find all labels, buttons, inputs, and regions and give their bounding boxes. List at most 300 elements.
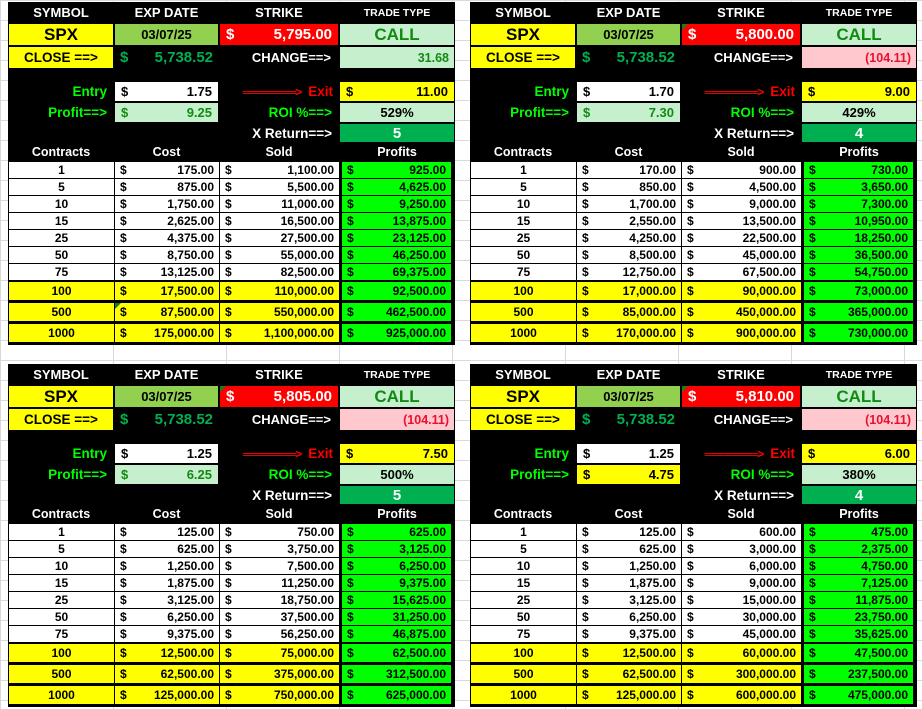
table-row <box>471 558 913 575</box>
exp-date-cell[interactable]: 03/07/25 <box>576 385 681 408</box>
profits-column-header: Profits <box>377 144 417 159</box>
sold-cell <box>682 213 802 229</box>
contracts-table <box>470 522 915 707</box>
dollar-sign: $ <box>120 49 129 66</box>
contracts-cell: 1000 <box>471 324 577 342</box>
dollar-sign: $ <box>809 576 816 590</box>
dollar-sign: $ <box>120 559 127 573</box>
exp-date-header: EXP DATE <box>134 5 199 20</box>
sold-column-header: Sold <box>265 506 293 521</box>
sold-value: 67,500.00 <box>742 265 796 279</box>
exp-date-header: EXP DATE <box>596 367 661 382</box>
contracts-cell: 5 <box>471 179 577 195</box>
profit-cell <box>802 162 913 178</box>
sold-value: 3,000.00 <box>749 542 796 556</box>
sold-value: 15,000.00 <box>742 593 796 607</box>
cost-cell <box>577 230 682 246</box>
exit-label: Exit <box>770 84 795 99</box>
x-return-label: X Return==> <box>714 125 794 141</box>
dollar-sign: $ <box>225 559 232 573</box>
profit-row-value: 7,125.00 <box>861 576 908 590</box>
trade-type-cell[interactable]: CALL <box>801 23 917 46</box>
exp-date-header: EXP DATE <box>134 367 199 382</box>
entry-to-exit <box>681 443 801 464</box>
dollar-sign: $ <box>346 446 354 461</box>
profit-row-value: 365,000.00 <box>847 305 908 319</box>
dollar-sign: $ <box>121 105 129 120</box>
column-header-row <box>470 2 917 23</box>
empty-cell <box>114 123 219 143</box>
x-return-row <box>470 123 917 143</box>
profit-label: Profit==> <box>510 467 569 482</box>
cost-value: 8,750.00 <box>167 248 214 262</box>
entry-value: 1.25 <box>648 446 674 461</box>
entry-input[interactable] <box>576 81 681 102</box>
profit-label: Profit==> <box>48 467 107 482</box>
strike-value: 5,795.00 <box>273 26 332 43</box>
dollar-sign: $ <box>225 214 232 228</box>
sold-cell <box>220 686 340 704</box>
sold-value: 1,100.00 <box>287 163 334 177</box>
contracts-cell: 5 <box>9 179 115 195</box>
table-row <box>9 592 451 609</box>
contracts-cell: 15 <box>9 213 115 229</box>
symbol-cell[interactable]: SPX <box>8 385 114 408</box>
spacer-row <box>470 431 917 443</box>
dollar-sign: $ <box>347 593 354 607</box>
sold-value: 7,500.00 <box>287 559 334 573</box>
profit-row-value: 46,250.00 <box>392 248 446 262</box>
cost-cell <box>115 179 220 195</box>
dollar-sign: $ <box>120 231 127 245</box>
contracts-cell: 1 <box>9 524 115 540</box>
dollar-sign: $ <box>687 305 694 319</box>
entry-input[interactable] <box>114 81 219 102</box>
entry-to-exit <box>219 81 339 102</box>
profits-column-header: Profits <box>839 144 879 159</box>
profit-row-value: 3,125.00 <box>399 542 446 556</box>
table-row <box>471 230 913 247</box>
cost-value: 1,250.00 <box>167 559 214 573</box>
dollar-sign: $ <box>809 667 816 681</box>
dollar-sign: $ <box>120 248 127 262</box>
cost-value: 170.00 <box>639 163 676 177</box>
table-row <box>9 609 451 626</box>
dollar-sign: $ <box>687 688 694 702</box>
sold-value: 11,250.00 <box>281 576 334 590</box>
contracts-column-header: Contracts <box>493 144 553 159</box>
sold-value: 450,000.00 <box>735 305 796 319</box>
profit-row-value: 625.00 <box>409 525 446 539</box>
profit-cell <box>340 524 451 540</box>
cost-value: 62,500.00 <box>160 667 214 681</box>
cost-cell <box>115 213 220 229</box>
cost-column-header: Cost <box>614 144 643 159</box>
dollar-sign: $ <box>582 305 589 319</box>
entry-exit-row <box>470 81 917 102</box>
sold-cell <box>682 665 802 683</box>
exit-label: Exit <box>308 84 333 99</box>
dollar-sign: $ <box>347 265 354 279</box>
dollar-sign: $ <box>582 667 589 681</box>
cost-value: 125,000.00 <box>615 688 676 702</box>
x-return-row <box>8 485 455 505</box>
dollar-sign: $ <box>225 688 232 702</box>
profit-row-value: 730,000.00 <box>847 326 908 340</box>
table-row <box>471 162 913 179</box>
profit-cell <box>802 592 913 608</box>
sold-value: 750.00 <box>297 525 334 539</box>
dollar-sign: $ <box>346 84 354 99</box>
close-value <box>576 46 681 69</box>
contracts-cell: 25 <box>9 230 115 246</box>
cost-value: 12,500.00 <box>622 646 676 660</box>
sold-cell <box>220 665 340 683</box>
dollar-sign: $ <box>225 305 232 319</box>
dollar-sign: $ <box>582 248 589 262</box>
entry-label: Entry <box>72 84 107 99</box>
cost-cell <box>577 247 682 263</box>
cost-cell <box>577 665 682 683</box>
profits-column-header: Profits <box>839 506 879 521</box>
dollar-sign: $ <box>687 284 694 298</box>
profit-row-value: 2,375.00 <box>861 542 908 556</box>
symbol-cell[interactable]: SPX <box>470 23 576 46</box>
arrow-right-icon: ═══════> <box>704 84 764 99</box>
close-price: 5,738.52 <box>616 411 675 428</box>
dollar-sign: $ <box>347 542 354 556</box>
profit-row-value: 9,250.00 <box>399 197 446 211</box>
table-row <box>9 196 451 213</box>
profit-row-value: 36,500.00 <box>854 248 908 262</box>
cost-value: 625.00 <box>177 542 214 556</box>
profit-cell <box>802 264 913 280</box>
dollar-sign: $ <box>687 576 694 590</box>
dollar-sign: $ <box>120 411 129 428</box>
profit-row-value: 4,625.00 <box>399 180 446 194</box>
dollar-sign: $ <box>225 646 232 660</box>
dollar-sign: $ <box>687 265 694 279</box>
table-row <box>9 323 451 344</box>
cost-value: 1,875.00 <box>629 576 676 590</box>
profit-row-value: 73,000.00 <box>854 284 908 298</box>
sold-cell <box>682 592 802 608</box>
cost-cell <box>577 558 682 574</box>
close-row <box>470 408 917 431</box>
exit-value: 7.50 <box>422 446 448 461</box>
profit-row-value: 10,950.00 <box>854 214 908 228</box>
dollar-sign: $ <box>225 542 232 556</box>
cost-cell <box>115 282 220 300</box>
contracts-cell: 25 <box>9 592 115 608</box>
profit-row-value: 6,250.00 <box>399 559 446 573</box>
strike-cell[interactable] <box>681 385 801 408</box>
dollar-sign: $ <box>347 688 354 702</box>
trade-type-cell[interactable]: CALL <box>339 385 455 408</box>
sold-cell <box>220 558 340 574</box>
sold-cell <box>220 230 340 246</box>
symbol-cell[interactable]: SPX <box>470 385 576 408</box>
dollar-sign: $ <box>687 667 694 681</box>
profit-cell <box>340 665 451 683</box>
sold-cell <box>220 179 340 195</box>
exit-input[interactable] <box>339 81 455 102</box>
profit-row-value: 18,250.00 <box>854 231 908 245</box>
profit-cell <box>802 524 913 540</box>
entry-label: Entry <box>534 84 569 99</box>
dollar-sign: $ <box>687 610 694 624</box>
profit-cell <box>340 282 451 300</box>
dollar-sign: $ <box>687 559 694 573</box>
sold-cell <box>682 303 802 321</box>
trade-type-cell[interactable]: CALL <box>339 23 455 46</box>
dollar-sign: $ <box>347 248 354 262</box>
cost-cell <box>115 644 220 662</box>
x-return-value: 5 <box>339 123 455 143</box>
dollar-sign: $ <box>120 525 127 539</box>
dollar-sign: $ <box>347 326 354 340</box>
cost-cell <box>577 575 682 591</box>
table-row <box>9 541 451 558</box>
dollar-sign: $ <box>809 163 816 177</box>
table-row <box>9 230 451 247</box>
sold-cell <box>220 303 340 321</box>
column-header-row <box>8 364 455 385</box>
contracts-cell: 25 <box>471 230 577 246</box>
dollar-sign: $ <box>226 26 235 43</box>
cost-value: 1,700.00 <box>629 197 676 211</box>
profit-cell <box>802 609 913 625</box>
dollar-sign: $ <box>809 627 816 641</box>
roi-label: ROI %==> <box>730 105 794 120</box>
sold-cell <box>682 282 802 300</box>
profit-cell <box>340 609 451 625</box>
profit-cell <box>340 264 451 280</box>
sold-cell <box>220 644 340 662</box>
dollar-sign: $ <box>120 593 127 607</box>
change-value: (104.11) <box>339 408 455 431</box>
dollar-sign: $ <box>347 559 354 573</box>
empty-cell <box>576 123 681 143</box>
dollar-sign: $ <box>687 593 694 607</box>
strike-cell[interactable] <box>681 23 801 46</box>
symbol-header: SYMBOL <box>495 367 551 382</box>
cost-column-header: Cost <box>152 506 181 521</box>
table-row <box>471 196 913 213</box>
profit-cell <box>340 324 451 342</box>
table-header-row <box>8 505 455 522</box>
strike-cell[interactable] <box>219 23 339 46</box>
table-header-row <box>470 505 917 522</box>
dollar-sign: $ <box>225 197 232 211</box>
table-row <box>471 643 913 664</box>
dollar-sign: $ <box>582 49 591 66</box>
contracts-cell: 5 <box>9 541 115 557</box>
close-price: 5,738.52 <box>154 411 213 428</box>
cost-value: 85,000.00 <box>622 305 676 319</box>
dollar-sign: $ <box>809 248 816 262</box>
contracts-cell: 1000 <box>9 324 115 342</box>
exit-input[interactable] <box>801 443 917 464</box>
dollar-sign: $ <box>687 646 694 660</box>
entry-label: Entry <box>72 446 107 461</box>
cost-cell <box>115 541 220 557</box>
profit-cell <box>802 324 913 342</box>
dollar-sign: $ <box>347 284 354 298</box>
sold-value: 375,000.00 <box>273 667 334 681</box>
sold-value: 900.00 <box>759 163 796 177</box>
contracts-cell: 10 <box>471 196 577 212</box>
profit-cell <box>802 247 913 263</box>
cost-cell <box>577 626 682 642</box>
profit-cell <box>340 592 451 608</box>
cost-value: 1,250.00 <box>629 559 676 573</box>
contracts-cell: 5 <box>471 541 577 557</box>
cost-value: 850.00 <box>639 180 676 194</box>
dollar-sign: $ <box>808 84 816 99</box>
cost-cell <box>115 247 220 263</box>
profit-row-value: 925.00 <box>409 163 446 177</box>
symbol-cell[interactable]: SPX <box>8 23 114 46</box>
sold-value: 30,000.00 <box>742 610 796 624</box>
profit-row-value: 31,250.00 <box>392 610 446 624</box>
profit-row-value: 46,875.00 <box>392 627 446 641</box>
sold-cell <box>220 196 340 212</box>
cost-value: 125,000.00 <box>153 688 214 702</box>
profit-row-value: 925,000.00 <box>385 326 446 340</box>
cost-value: 87,500.00 <box>160 305 214 319</box>
cost-cell <box>115 686 220 704</box>
sold-value: 550,000.00 <box>273 305 334 319</box>
cost-cell <box>115 609 220 625</box>
profit-cell <box>340 196 451 212</box>
sold-cell <box>220 213 340 229</box>
sold-value: 55,000.00 <box>280 248 334 262</box>
empty-cell <box>8 485 114 505</box>
sold-cell <box>682 230 802 246</box>
cost-cell <box>577 162 682 178</box>
profit-row-value: 62,500.00 <box>392 646 446 660</box>
cost-value: 1,750.00 <box>167 197 214 211</box>
dollar-sign: $ <box>120 305 127 319</box>
dollar-sign: $ <box>583 105 591 120</box>
dollar-sign: $ <box>809 593 816 607</box>
exp-date-cell[interactable]: 03/07/25 <box>114 385 219 408</box>
contracts-cell: 15 <box>471 575 577 591</box>
cost-value: 170,000.00 <box>615 326 676 340</box>
table-row <box>471 685 913 706</box>
profit-value-cell <box>114 102 219 123</box>
empty-cell <box>8 123 114 143</box>
profit-cell <box>340 686 451 704</box>
profit-row-value: 11,875.00 <box>855 593 908 607</box>
strike-value: 5,805.00 <box>273 388 332 405</box>
strike-header: STRIKE <box>255 5 303 20</box>
profit-row-value: 54,750.00 <box>854 265 908 279</box>
entry-input[interactable] <box>576 443 681 464</box>
x-return-label: X Return==> <box>252 487 332 503</box>
close-row <box>8 46 455 69</box>
close-value <box>576 408 681 431</box>
sold-cell <box>682 324 802 342</box>
table-row <box>471 609 913 626</box>
cost-value: 3,125.00 <box>167 593 214 607</box>
spacer-row <box>8 431 455 443</box>
contracts-cell: 75 <box>9 264 115 280</box>
contracts-cell: 75 <box>471 264 577 280</box>
contracts-cell: 25 <box>471 592 577 608</box>
strike-value: 5,810.00 <box>735 388 794 405</box>
cost-value: 625.00 <box>639 542 676 556</box>
sold-cell <box>220 264 340 280</box>
dollar-sign: $ <box>582 646 589 660</box>
roi-label: ROI %==> <box>268 467 332 482</box>
profit-cell <box>802 303 913 321</box>
contracts-cell: 500 <box>471 303 577 321</box>
dollar-sign: $ <box>582 326 589 340</box>
cost-cell <box>577 541 682 557</box>
profit-cell <box>340 213 451 229</box>
table-row <box>9 247 451 264</box>
empty-cell <box>114 485 219 505</box>
dollar-sign: $ <box>120 284 127 298</box>
sold-column-header: Sold <box>265 144 293 159</box>
cost-cell <box>115 230 220 246</box>
dollar-sign: $ <box>347 646 354 660</box>
sold-cell <box>220 575 340 591</box>
trade-type-cell[interactable]: CALL <box>801 385 917 408</box>
sold-cell <box>220 282 340 300</box>
dollar-sign: $ <box>809 180 816 194</box>
exit-input[interactable] <box>339 443 455 464</box>
dollar-sign: $ <box>582 576 589 590</box>
dollar-sign: $ <box>121 467 129 482</box>
exit-value: 9.00 <box>884 84 910 99</box>
cost-cell <box>115 162 220 178</box>
close-label: CLOSE ==> <box>470 46 576 69</box>
table-header-row <box>8 143 455 160</box>
contracts-cell: 75 <box>9 626 115 642</box>
cost-value: 4,375.00 <box>167 231 214 245</box>
contracts-cell: 500 <box>9 665 115 683</box>
profit-row-value: 7,300.00 <box>861 197 908 211</box>
profit-value: 9.25 <box>186 105 212 120</box>
strike-cell[interactable] <box>219 385 339 408</box>
contracts-cell: 10 <box>471 558 577 574</box>
entry-input[interactable] <box>114 443 219 464</box>
exit-input[interactable] <box>801 81 917 102</box>
sold-cell <box>220 247 340 263</box>
symbol-row <box>8 23 455 46</box>
table-row <box>9 264 451 281</box>
x-return-row <box>470 485 917 505</box>
cost-value: 2,550.00 <box>629 214 676 228</box>
dollar-sign: $ <box>120 688 127 702</box>
entry-value: 1.70 <box>648 84 674 99</box>
dollar-sign: $ <box>809 231 816 245</box>
sold-value: 82,500.00 <box>280 265 334 279</box>
dollar-sign: $ <box>582 411 591 428</box>
sold-value: 4,500.00 <box>749 180 796 194</box>
exp-date-cell[interactable]: 03/07/25 <box>114 23 219 46</box>
sold-value: 56,250.00 <box>280 627 334 641</box>
cost-value: 2,625.00 <box>167 214 214 228</box>
exp-date-cell[interactable]: 03/07/25 <box>576 23 681 46</box>
dollar-sign: $ <box>120 667 127 681</box>
cost-column-header: Cost <box>152 144 181 159</box>
dollar-sign: $ <box>687 248 694 262</box>
cost-value: 17,500.00 <box>160 284 214 298</box>
